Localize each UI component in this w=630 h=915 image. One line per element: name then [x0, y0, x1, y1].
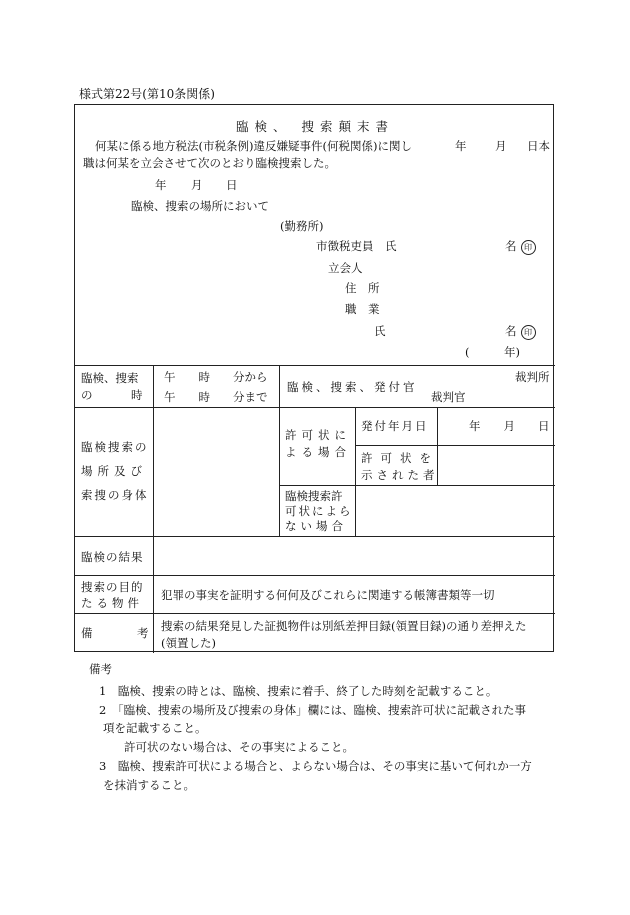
office-label: (勤務所) [280, 219, 324, 233]
issuer-label: 臨検、捜索、発付官 [287, 380, 418, 394]
seal-icon: 印 [521, 240, 536, 255]
time-to: 午 時 分まで [164, 390, 268, 404]
shown-to-1: 許可状を [361, 451, 439, 465]
note-2b: 項を記載すること。 [103, 721, 207, 735]
warrant-label [285, 427, 351, 461]
note-1: 1 臨検、捜索の時とは、臨検、捜索に着手、終了した時刻を記載すること。 [99, 684, 498, 698]
intro-month: 月 [495, 139, 507, 153]
warrant-label-2: よる場合 [285, 445, 351, 459]
form-number: 様式第22号(第10条関係) [79, 87, 215, 101]
officer-name-label [505, 238, 536, 255]
issue-date-label: 発付年月日 [361, 419, 429, 433]
grid-v-mid [279, 365, 280, 536]
age-label: ( 年) [465, 345, 520, 359]
name-char: 名 [505, 239, 517, 253]
date-day: 日 [226, 178, 238, 192]
document-title: 臨検、 捜索顛末書 [236, 119, 394, 134]
seal-icon-2: 印 [521, 325, 536, 340]
judge-label: 裁判官 [431, 390, 466, 404]
intro-day: 日本 [527, 139, 550, 153]
issue-date-value: 年 月 日 [469, 419, 550, 433]
remarks-value-1: 捜索の結果発見した証拠物件は別紙差押目録(領置目録)の通り差押えた [161, 619, 527, 633]
no-warrant-3: ない場合 [285, 519, 347, 533]
occupation-label: 職 業 [345, 302, 380, 316]
witness-name-label-2 [505, 323, 536, 340]
note-2a: 2 「臨検、捜索の場所及び捜索の身体」欄には、臨検、捜索許可状に記載された事 [99, 703, 527, 717]
object-label-1: 捜索の目的 [81, 580, 144, 594]
court-label: 裁判所 [515, 370, 550, 384]
name-char-2: 名 [505, 324, 517, 338]
place-line: 臨検、捜索の場所において [131, 199, 269, 213]
grid-h7 [75, 613, 555, 614]
object-label [81, 579, 144, 611]
result-label: 臨検の結果 [81, 550, 144, 564]
date-month: 月 [191, 178, 203, 192]
grid-h3 [355, 445, 555, 446]
place-label-3: 索捜の身体 [81, 488, 149, 502]
intro-line-1: 何某に係る地方税法(市税条例)違反嫌疑事件(何税関係)に関し [95, 139, 412, 153]
grid-v-warrant [355, 407, 356, 536]
grid-h4 [279, 485, 555, 486]
date-year: 年 [155, 178, 167, 192]
form-frame [74, 104, 554, 652]
place-label-2: 場所及び [81, 464, 147, 478]
time-from: 午 時 分から [164, 370, 268, 384]
grid-h1 [75, 365, 555, 366]
no-warrant-2: 可状によら [285, 504, 353, 518]
note-2c: 許可状のない場合は、その事実によること。 [124, 740, 354, 754]
shown-to-label [361, 450, 439, 484]
note-3a: 3 臨検、捜索許可状による場合と、よらない場合は、その事実に基いて何れか一方 [99, 759, 532, 773]
no-warrant-1: 臨検捜索許 [285, 489, 343, 503]
warrant-label-1: 許可状に [285, 428, 351, 442]
place-label-1: 臨検捜索の [81, 440, 149, 454]
grid-h6 [75, 575, 555, 576]
witness-label: 立会人 [328, 261, 363, 275]
remarks-value-2: (領置した) [161, 636, 216, 650]
notes-heading: 備考 [89, 662, 112, 676]
officer-label: 市徴税吏員 氏 [316, 239, 397, 253]
time-label-1: 臨検、捜索 [81, 371, 139, 385]
remarks-label-1: 備 [81, 626, 93, 640]
time-label-2: の 時 [81, 388, 144, 402]
object-value: 犯罪の事実を証明する何何及びこれらに関連する帳簿書類等一切 [161, 588, 495, 602]
address-label: 住 所 [345, 281, 380, 295]
remarks-label-2: 考 [137, 626, 149, 640]
note-3b: を抹消すること。 [103, 778, 195, 792]
place-label [81, 435, 149, 507]
witness-name-label: 氏 [374, 324, 386, 338]
grid-h2 [75, 407, 555, 408]
intro-year: 年 [455, 139, 467, 153]
intro-line-2: 職は何某を立会させて次のとおり臨検捜索した。 [83, 156, 336, 170]
grid-h5 [75, 536, 555, 537]
grid-v-label [153, 365, 154, 653]
no-warrant-label [285, 489, 353, 534]
object-label-2: たる物件 [81, 596, 143, 610]
shown-to-2: 示された者 [361, 468, 439, 482]
